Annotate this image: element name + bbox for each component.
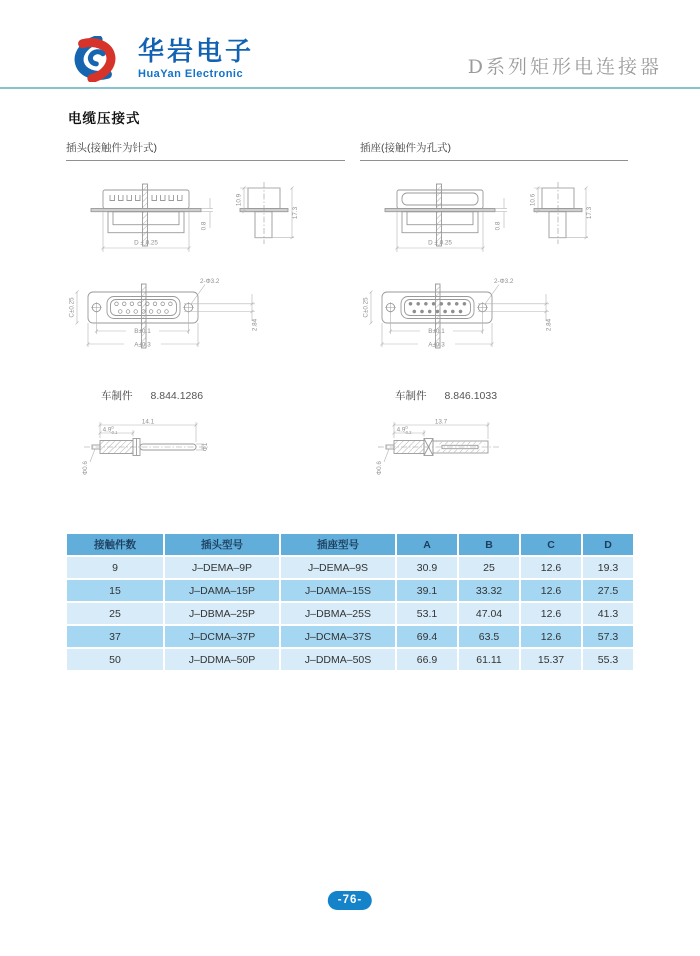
table-cell: 50 [67,649,163,670]
table-cell: 69.4 [397,626,457,647]
table-cell: J–DDMA–50S [281,649,395,670]
dim-pin-diameter: Φ1 [202,442,209,452]
dim-a: A±0.3 [428,341,445,349]
table-row [67,557,633,578]
dim-flange: 0.8 [494,221,502,231]
plug-face-drawing [66,270,346,365]
table-cell: J–DAMA–15P [165,580,279,601]
table-cell: J–DEMA–9S [281,557,395,578]
table-cell: 57.3 [583,626,633,647]
spec-table [65,532,635,672]
logo-english-name: HuaYan Electronic [138,68,244,81]
document-title: D系列矩形电连接器 [467,56,662,78]
socket-part-number-row [395,388,497,403]
plug-contact-drawing [66,416,346,484]
table-row [67,580,633,601]
company-logo [64,36,254,82]
table-cell: 53.1 [397,603,457,624]
plug-part-number-row [101,388,203,403]
table-header-cell: 接触件数 [67,534,163,555]
table-row [67,649,633,670]
spec-table-section [65,532,635,672]
table-row [67,603,633,624]
table-cell: 41.3 [583,603,633,624]
dim-crimp-length: $4.9^0$ -0.1 [102,425,118,435]
table-cell: 15.37 [521,649,581,670]
table-cell: 12.6 [521,557,581,578]
table-cell: 19.3 [583,557,633,578]
dim-wire-diameter: Φ0.6 [82,461,89,475]
table-cell: 63.5 [459,626,519,647]
table-cell: 9 [67,557,163,578]
table-cell: J–DCMA–37S [281,626,395,647]
table-cell: 25 [67,603,163,624]
table-header-cell: 插头型号 [165,534,279,555]
page-number: -76- [328,891,372,910]
dim-row-pitch: 2.84 [545,318,553,332]
table-cell: J–DEMA–9P [165,557,279,578]
table-body [67,557,633,670]
socket-drawings-column [360,170,640,500]
table-header-cell: D [583,534,633,555]
table-cell: J–DDMA–50P [165,649,279,670]
table-header-cell: 插座型号 [281,534,395,555]
table-row [67,626,633,647]
dim-mount-holes: 2-Φ3.2 [494,278,514,285]
dim-side-total: 17.3 [292,206,299,220]
socket-contact-drawing [360,416,640,484]
table-cell: 15 [67,580,163,601]
part-label: 车制件 [101,390,133,402]
plug-column-heading: 插头(接触件为针式) [66,140,345,161]
dim-c: C±0.25 [68,297,76,318]
dim-c: C±0.25 [362,297,370,318]
section-title: 电缆压接式 [68,111,141,126]
table-cell: 12.6 [521,603,581,624]
table-header-row [67,534,633,555]
table-header-cell: B [459,534,519,555]
part-label: 车制件 [395,390,427,402]
huayan-logo-icon [64,36,126,82]
table-cell: J–DBMA–25P [165,603,279,624]
table-header-cell: A [397,534,457,555]
table-cell: 39.1 [397,580,457,601]
dim-b: B±0.1 [134,328,151,336]
plug-drawings-column [66,170,346,500]
table-cell: 27.5 [583,580,633,601]
header-divider [0,87,700,89]
part-number: 8.844.1286 [150,390,204,402]
table-cell: 61.11 [459,649,519,670]
table-cell: 30.9 [397,557,457,578]
dim-side-total: 17.3 [586,206,593,220]
table-cell: 66.9 [397,649,457,670]
dim-contact-length: 14.1 [141,418,155,426]
table-header-cell: C [521,534,581,555]
table-cell: J–DBMA–25S [281,603,395,624]
dim-side-h: 10.6 [529,193,537,207]
plug-front-side-drawing [66,182,346,264]
table-cell: 25 [459,557,519,578]
dim-row-pitch: 2.84 [251,318,259,332]
table-cell: 33.32 [459,580,519,601]
table-cell: 47.04 [459,603,519,624]
table-cell: J–DCMA–37P [165,626,279,647]
dim-contact-length: 13.7 [434,418,448,426]
dim-crimp-length: $4.9^0$ -0.2 [396,425,412,435]
part-number: 8.846.1033 [444,390,498,402]
logo-chinese-name: 华岩电子 [138,36,255,66]
dim-flange: 0.8 [200,221,208,231]
dim-b: B±0.1 [428,328,445,336]
dim-d: D ± 0.25 [428,239,452,247]
table-cell: 55.3 [583,649,633,670]
dim-side-h: 10.9 [235,193,243,207]
table-cell: 12.6 [521,626,581,647]
dim-wire-diameter: Φ0.6 [376,461,383,475]
socket-column-heading: 插座(接触件为孔式) [360,140,628,161]
table-cell: 37 [67,626,163,647]
socket-face-drawing [360,270,640,365]
table-cell: 12.6 [521,580,581,601]
table-cell: J–DAMA–15S [281,580,395,601]
dim-mount-holes: 2-Φ3.2 [200,278,220,285]
socket-front-side-drawing [360,182,640,264]
dim-a: A±0.3 [134,341,151,349]
dim-d: D ± 0.25 [134,239,158,247]
